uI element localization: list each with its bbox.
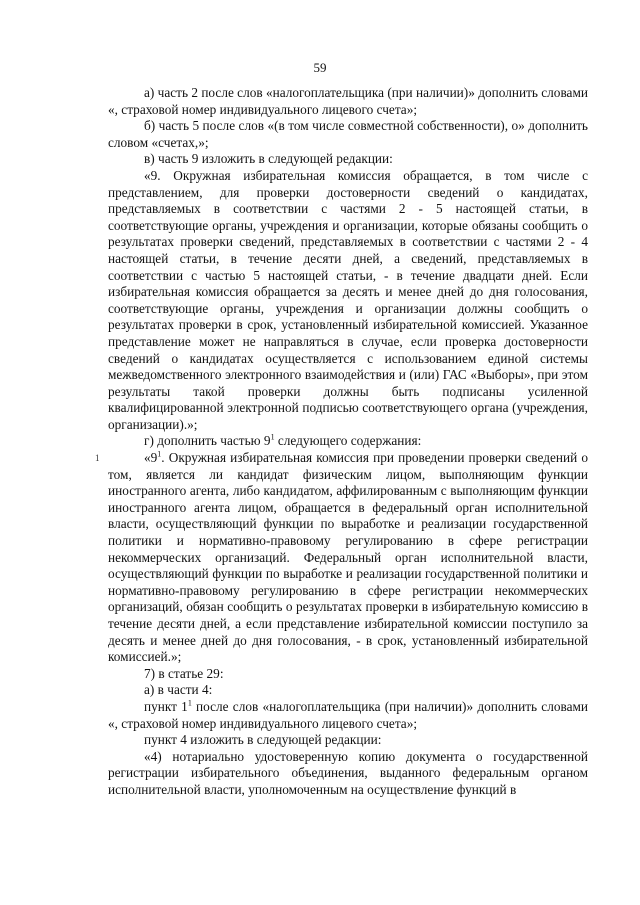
text-fragment: г) дополнить частью 9	[144, 433, 271, 449]
text-fragment: пункт 1	[144, 698, 188, 714]
superscript: 1	[187, 698, 192, 708]
margin-mark: 1	[95, 453, 100, 463]
paragraph-clause-4-text: «4) нотариально удостоверенную копию документа о государственной регистрации избирательного объединения, выданного федеральным органом исполнительной власти, уполномоченным на осуществление функций в	[108, 748, 588, 797]
document-body	[108, 85, 588, 799]
text-fragment: . Окружная избирательная комиссия при проведении проверки сведений о том, является ли кандидат физическим лицом, выполняющим функции иностранного агента, либо кандидатом, аффилированным с выполняющим функции иностранного агента лицом, обращается в федеральный орган исполнительной власти, осуществляющий функции по выработке и реализации государственной политики и нормативно-правовому регулированию в сфере регистрации некоммерческих организаций. Федеральный орган исполнительной власти, осуществляющий функции по выработке и реализации государственной политики и нормативно-правовому регулированию в сфере регистрации некоммерческих организаций, обязан сообщить о результатах проверки в избирательную комиссию в течение десяти дней, а если представление избирательной комиссии поступило за десять и менее дней до дня голосования, - в срок, установленный избирательной комиссией.»;	[108, 450, 588, 665]
paragraph-clause-1-1	[108, 699, 588, 732]
page-number: 59	[313, 60, 327, 75]
paragraph-part-9: «9. Окружная избирательная комиссия обращается, в том числе с представлением, для проверки достоверности сведений о кандидатах, представляемых в соответствии с частями 2 - 5 настоящей статьи, в соответствующие органы, учреждения и организации, которые обязаны сообщить о результатах проверки сведений, представляемых в соответствии с частями 2 - 4 настоящей статьи, в течение десяти дней, а сведений, представляемых в соответствии с частью 5 настоящей статьи, - в течение двадцати дней. Если избирательная комиссия обращается за десять и менее дней до дня голосования, соответствующие органы, учреждения и организации должны сообщить о результатах проверки в срок, установленный избирательной комиссией. Указанное представление может не направляться в случае, если проверка достоверности сведений о кандидатах осуществляется с использованием единой системы межведомственного электронного взаимодействия и (или) ГАС «Выборы», при этом результаты такой проверки должны быть подписаны усиленной квалифицированной электронной подписью соответствующего органа (учреждения, организации).»;	[108, 167, 588, 432]
paragraph-amendment-g	[108, 433, 588, 450]
paragraph-article-29: 7) в статье 29:	[144, 665, 224, 681]
paragraph-amendment-b: б) часть 5 после слов «(в том числе совместной собственности), о» дополнить словом «счетах,»;	[108, 118, 588, 150]
paragraph-amendment-v: в) часть 9 изложить в следующей редакции:	[144, 151, 393, 167]
superscript: 1	[270, 433, 275, 443]
text-fragment: следующего содержания:	[274, 433, 422, 449]
paragraph-part-9-1	[108, 450, 588, 666]
paragraph-part-4: а) в части 4:	[144, 682, 213, 698]
text-fragment: после слов «налогоплательщика (при наличии)» дополнить словами «, страховой номер индивидуального лицевого счета»;	[108, 698, 589, 731]
text-fragment: «9	[144, 450, 158, 466]
superscript: 1	[157, 449, 162, 459]
paragraph-amendment-a: а) часть 2 после слов «налогоплательщика (при наличии)» дополнить словами «, страховой номер индивидуального лицевого счета»;	[108, 85, 588, 117]
paragraph-clause-4: пункт 4 изложить в следующей редакции:	[144, 732, 382, 748]
